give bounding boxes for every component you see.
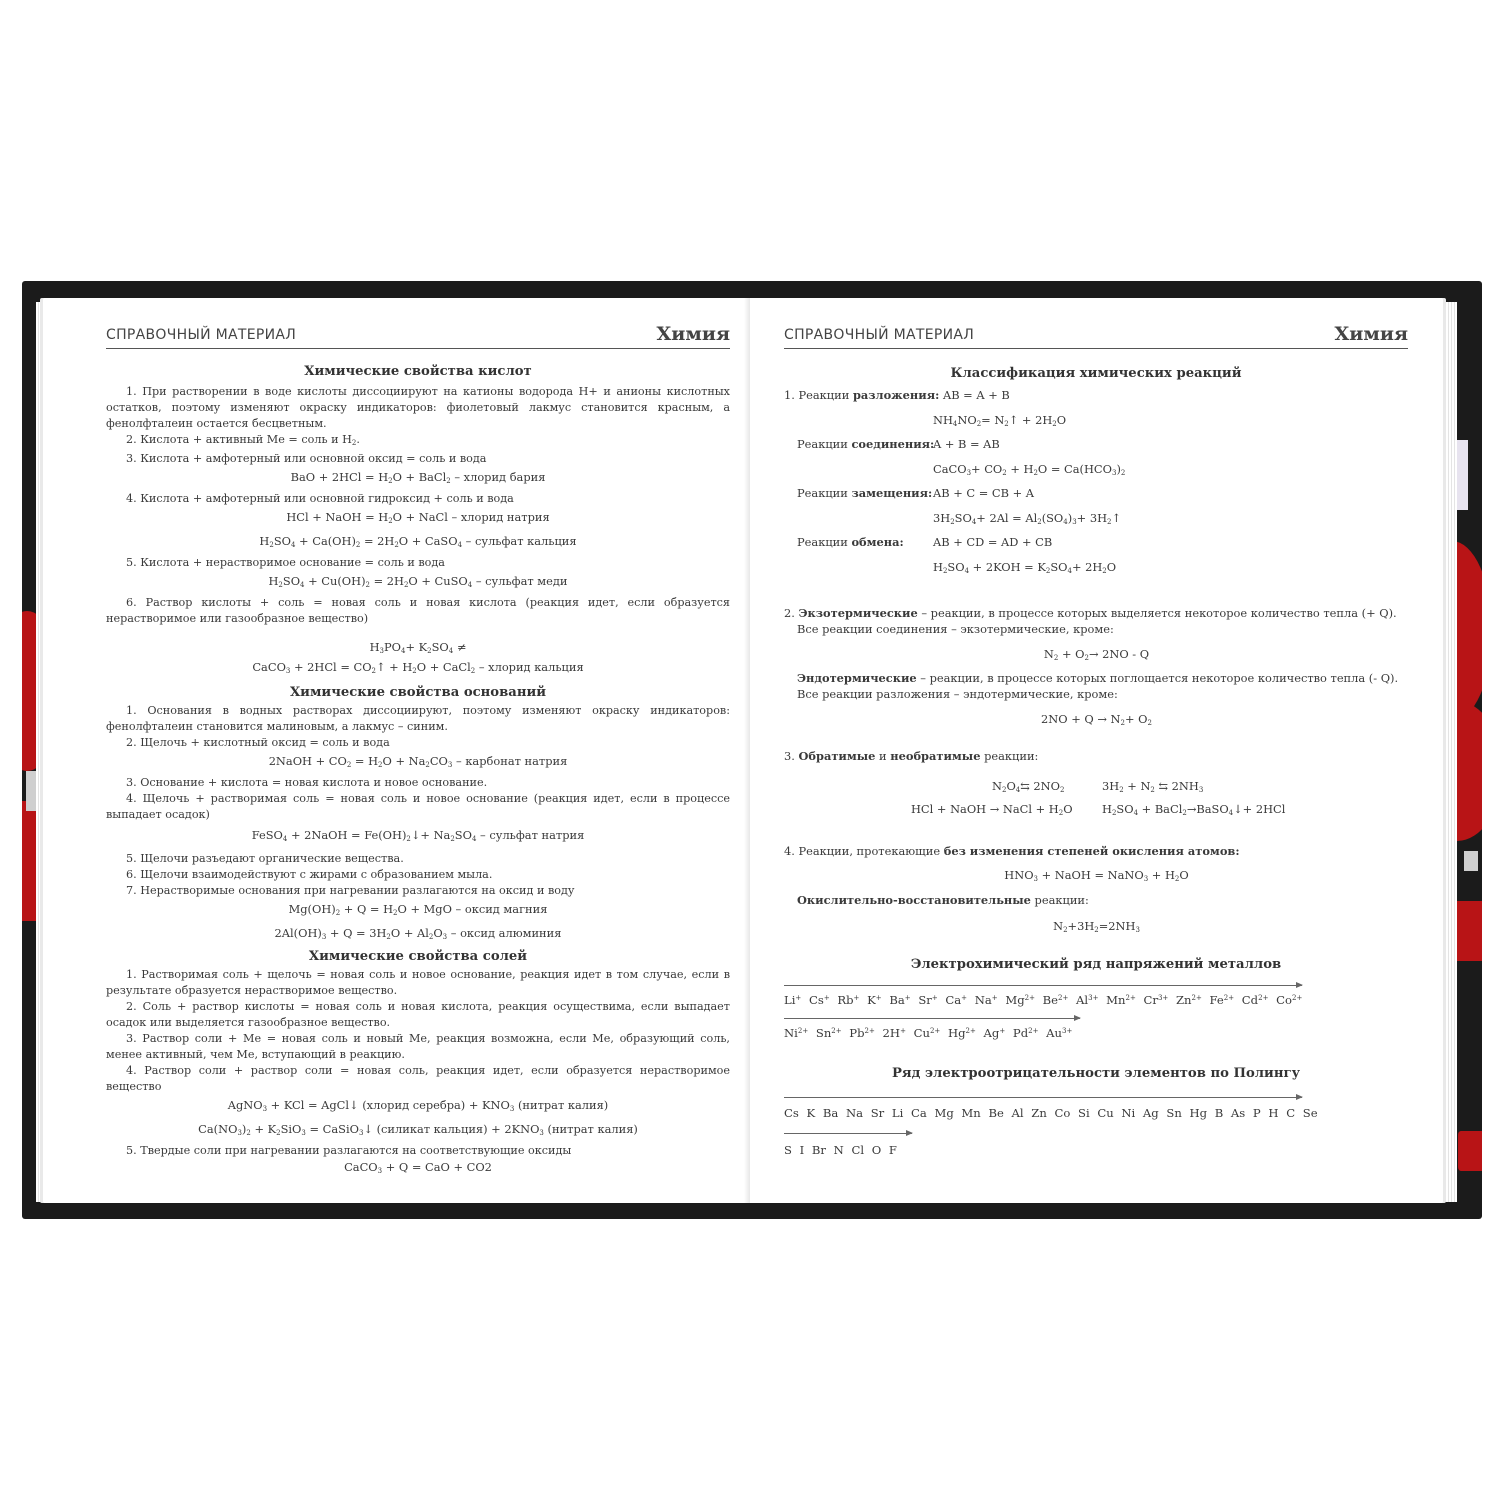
header-subject: Химия [656, 323, 730, 345]
formula: $H_3PO_4+ K_2SO_4$ ≠ [369, 640, 467, 655]
formula: $3H_2 + N_2$ ⇆ $2NH_3$ [1102, 779, 1204, 794]
series-arrow [784, 985, 1302, 986]
endothermic-text: Все реакции разложения – эндотермические, кроме: [797, 687, 1118, 701]
paragraph: 1. Растворимая соль + щелочь = новая соль и новое основание, реакция идет в том случае, если в результате образуется нерастворимое вещество. [106, 968, 730, 997]
paragraph: 6. Раствор кислоты + соль = новая соль и новая кислота (реакция идет, если образуется нерастворимое или газообразное вещество) [106, 596, 730, 625]
formula: $H_2SO_4$ + BaCl$_2$→BaSO$_4$↓+ 2HCl [1102, 802, 1286, 817]
formula: $N_2+3H_2=2NH_3$ [1053, 919, 1140, 934]
formula: CaCO$_3$ + Q = CaO + CO2 [344, 1160, 492, 1175]
redox-title: Окислительно-восстановительные реакции: [797, 893, 1089, 907]
formula: $NH_4NO_2=$ $N_2↑ + 2H_2O$ [933, 413, 1067, 428]
header-title: СПРАВОЧНЫЙ МАТЕРИАЛ [784, 327, 975, 343]
paragraph: 3. Основание + кислота = новая кислота и новое основание. [126, 776, 488, 789]
formula: $N_2O_4⇆$ $2NO_2$ [992, 779, 1065, 794]
pauling-series-row: Cs K Ba Na Sr Li Ca Mg Mn Be Al Zn Co Si Cu Ni Ag Sn Hg B As P H C Se [784, 1106, 1318, 1120]
formula: A + B = AB [933, 437, 1000, 451]
formula: AB + C = CB + A [933, 486, 1034, 500]
reaction-type: Реакции обмена: [797, 535, 904, 549]
formula: AgNO$_3$ + KCl = AgCl↓ (хлорид серебра) + $KNO_3$ (нитрат калия) [227, 1098, 609, 1113]
paragraph: 5. Кислота + нерастворимое основание = соль и вода [126, 556, 445, 569]
paragraph: 5. Щелочи разъедают органические вещества. [126, 852, 404, 865]
pauling-series-row: S I Br N Cl O F [784, 1143, 897, 1157]
reaction-type: 1. Реакции разложения: AB = A + B [784, 388, 1010, 402]
paragraph: 2. Соль + раствор кислоты = новая соль и новая кислота, реакция осуществима, если выпадает осадок или выделяется газообразное вещество. [106, 1000, 730, 1029]
header-title: СПРАВОЧНЫЙ МАТЕРИАЛ [106, 327, 297, 343]
section-title: Электрохимический ряд напряжений металлов [910, 957, 1282, 972]
section-title: Химические свойства кислот [304, 364, 532, 379]
section-title: Ряд электроотрицательности элементов по Полингу [891, 1066, 1301, 1081]
exothermic-text: Все реакции соединения – экзотермические, кроме: [797, 622, 1114, 636]
cover-splash [1458, 1131, 1482, 1171]
paragraph: 1. При растворении в воде кислоты диссоциируют на катионы водорода H+ и анионы кислотных остатков, поэтому изменяют окраску индикаторов: фиолетовый лакмус становится красным, а фенолфталеин остается бесцветным. [106, 385, 730, 430]
reversible-title: 3. Обратимые и необратимые реакции: [784, 749, 1039, 763]
reaction-type: Реакции замещения: [797, 486, 933, 500]
paragraph: 3. Раствор соли + Ме = новая соль и новый Ме, реакция возможна, если Ме, образующий соль, менее активный, чем Ме, вступающий в реакцию. [106, 1032, 730, 1061]
formula: CaCO$_3$ + $2HCl = CO_2↑ + H_2O$ + CaCl$_2$ – хлорид кальция [252, 660, 584, 675]
formula: $Mg(OH)_2 + Q = H_2O$ + MgO – оксид магния [288, 902, 548, 917]
formula: $H_2SO_4 + 2KOH = K_2SO_4+ 2H_2O$ [933, 560, 1117, 575]
formula: $H_2SO_4 + Ca(OH)_2 = 2H_2O$ + CaSO$_4$ – сульфат кальция [259, 534, 577, 549]
formula: $3H_2SO_4+ 2Al = Al_2(SO_4)_3+$ $3H_2↑$ [933, 511, 1122, 526]
metal-series-row: Li+ Cs+ Rb+ K+ Ba+ Sr+ Ca+ Na+ $Mg^{2+}$ $Be^{2+}$ $Al^{3+}$ $Mn^{2+}$ $Cr^{3+}$ $Zn^{2+}$ $Fe^{2+}$ $Cd^{2+}$ $Co^{2+}$ [784, 993, 1303, 1007]
reaction-type: Реакции соединения: [797, 437, 935, 451]
section-title: Химические свойства оснований [289, 685, 547, 700]
formula: CaCO$_3$+ $CO_2 + H_2O = Ca(HCO_3)_2$ [933, 462, 1126, 477]
section-title: Классификация химических реакций [950, 366, 1242, 381]
paragraph: 4. Раствор соли + раствор соли = новая соль, реакция идет, если образуется нерастворимое вещество [106, 1064, 730, 1093]
formula: $2NO + Q \to N_2+ O_2$ [1041, 712, 1152, 727]
right-page [750, 298, 1443, 1203]
formula: BaO + $2HCl = H_2O$ + BaCl$_2$ – хлорид бария [290, 470, 546, 485]
formula: FeSO$_4$ + 2NaOH = $Fe(OH)_2↓+ Na_2SO_4$ – сульфат натрия [251, 828, 585, 843]
formula: HCl + NaOH → NaCl + $H_2O$ [911, 802, 1073, 817]
formula: AB + CD = AD + CB [933, 535, 1053, 549]
formula: $H_2SO_4 + Cu(OH)_2 = 2H_2O$ + CuSO$_4$ – сульфат меди [268, 574, 568, 589]
formula: $2Al(OH)_3 + Q = 3H_2O + Al_2O_3$ – оксид алюминия [274, 926, 562, 941]
paragraph: 6. Щелочи взаимодействуют с жирами с образованием мыла. [126, 868, 493, 881]
section-title: Химические свойства солей [308, 949, 528, 964]
series-arrow [784, 1097, 1302, 1098]
formula: 2NaOH + $CO_2 = H_2O + Na_2CO_3$ – карбонат натрия [268, 754, 568, 769]
paragraph: 1. Основания в водных растворах диссоциируют, поэтому изменяют окраску индикаторов: фенолфталеин становится малиновым, а лакмус – синим. [106, 704, 730, 733]
paragraph: 4. Кислота + амфотерный или основной гидроксид + соль и вода [126, 492, 514, 505]
left-column [106, 364, 730, 1179]
paragraph: 4. Щелочь + растворимая соль = новая соль и новое основание (реакция идет, если в процессе выпадает осадок) [106, 792, 730, 821]
paragraph: 2. Кислота + активный Ме = соль и $H_2$. [126, 433, 360, 447]
paragraph: 3. Кислота + амфотерный или основной оксид = соль и вода [126, 452, 487, 465]
exothermic-text: 2. Экзотермические – реакции, в процессе которых выделяется некоторое количество тепла (+ Q). [784, 606, 1397, 620]
formula: HCl + NaOH = $H_2O$ + NaCl – хлорид натрия [286, 510, 550, 525]
oxidation-title: 4. Реакции, протекающие без изменения степеней окисления атомов: [784, 844, 1240, 858]
series-arrow [784, 1133, 912, 1134]
endothermic-text: Эндотермические – реакции, в процессе которых поглощается некоторое количество тепла (- Q). [797, 671, 1399, 685]
metal-series-row: $Ni^{2+}$ $Sn^{2+}$ $Pb^{2+}$ 2H+ $Cu^{2+}$ $Hg^{2+}$ Ag+ $Pd^{2+}$ $Au^{3+}$ [784, 1026, 1073, 1040]
formula: $N_2 + O_2\to 2NO - Q$ [1043, 647, 1150, 662]
cover-stripe [1464, 851, 1478, 871]
page-header [784, 319, 1408, 349]
header-subject: Химия [1334, 323, 1408, 345]
paragraph: 2. Щелочь + кислотный оксид = соль и вода [126, 736, 390, 749]
left-page [43, 298, 750, 1203]
series-arrow [784, 1018, 1080, 1019]
formula: $Ca(NO_3)_2 + K_2SiO_3$ = CaSiO$_3$↓ (силикат кальция) + $2KNO_3$ (нитрат калия) [198, 1122, 638, 1137]
page-header [106, 319, 730, 349]
paragraph: 5. Твердые соли при нагревании разлагаются на соответствующие оксиды [126, 1144, 572, 1157]
paragraph: 7. Нерастворимые основания при нагревании разлагаются на оксид и воду [126, 884, 575, 897]
formula: $HNO_3$ + NaOH = NaNO$_3$ + $H_2O$ [1004, 868, 1189, 883]
